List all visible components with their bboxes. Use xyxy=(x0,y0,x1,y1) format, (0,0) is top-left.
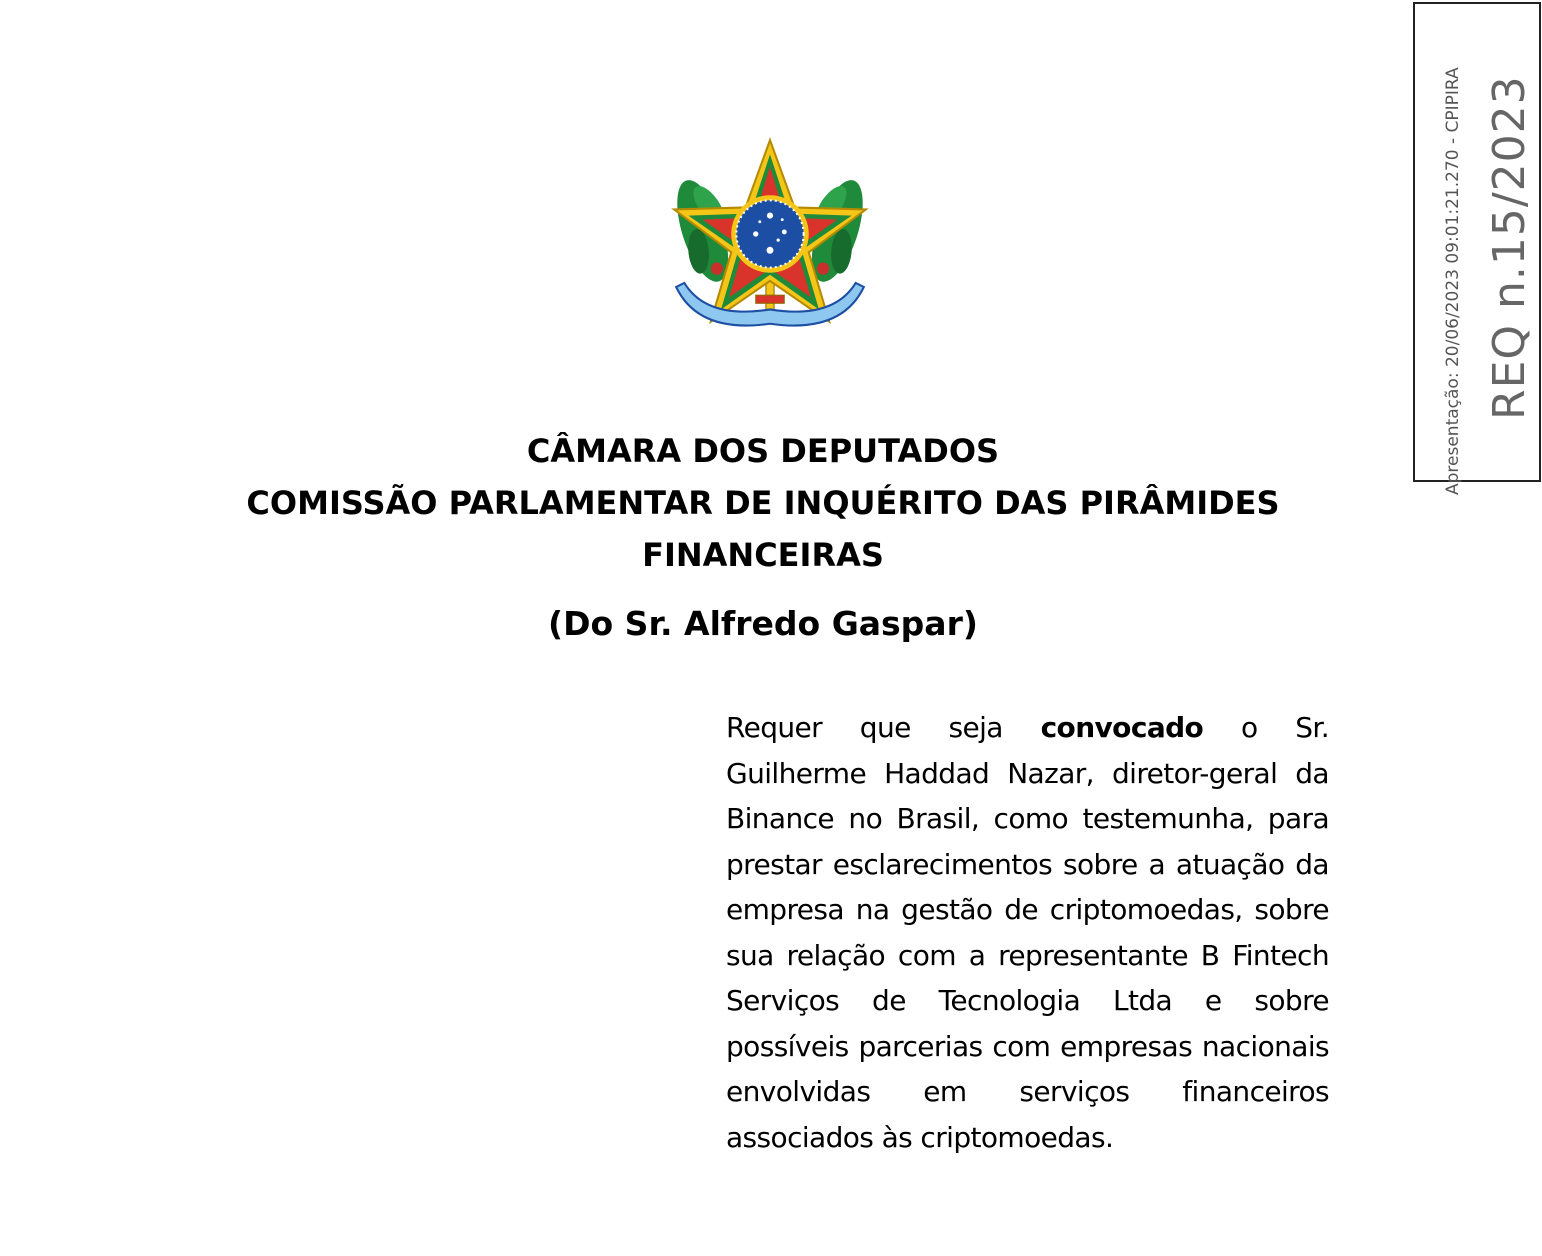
summary-rest: o Sr. Guilherme Haddad Nazar, diretor-geral da Binance no Brasil, como testemunha, para prestar esclarecimentos sobre a atuação da empresa na gestão de criptomoedas, sobre sua relação com a representante B Fintech Serviços de Tecnologia Ltda e sobre possíveis parcerias com empresas nacionais envolvidas em serviços financeiros associados às criptomoedas. xyxy=(726,711,1330,1154)
author-line: (Do Sr. Alfredo Gaspar) xyxy=(548,604,978,643)
summary-emphasis: convocado xyxy=(1040,711,1204,744)
commission-title-line1: COMISSÃO PARLAMENTAR DE INQUÉRITO DAS PIRÂMIDES xyxy=(246,484,1280,522)
commission-title-line2: FINANCEIRAS xyxy=(642,536,884,574)
request-number: REQ n.15/2023 xyxy=(1484,75,1535,420)
request-summary xyxy=(726,705,1329,1160)
chamber-title: CÂMARA DOS DEPUTADOS xyxy=(526,432,1000,470)
summary-lead: Requer que seja xyxy=(726,711,1003,744)
presentation-timestamp: Apresentação: 20/06/2023 09:01:21.270 - CPIPIRA xyxy=(1443,67,1463,495)
brazil-coat-of-arms-icon xyxy=(668,134,872,338)
